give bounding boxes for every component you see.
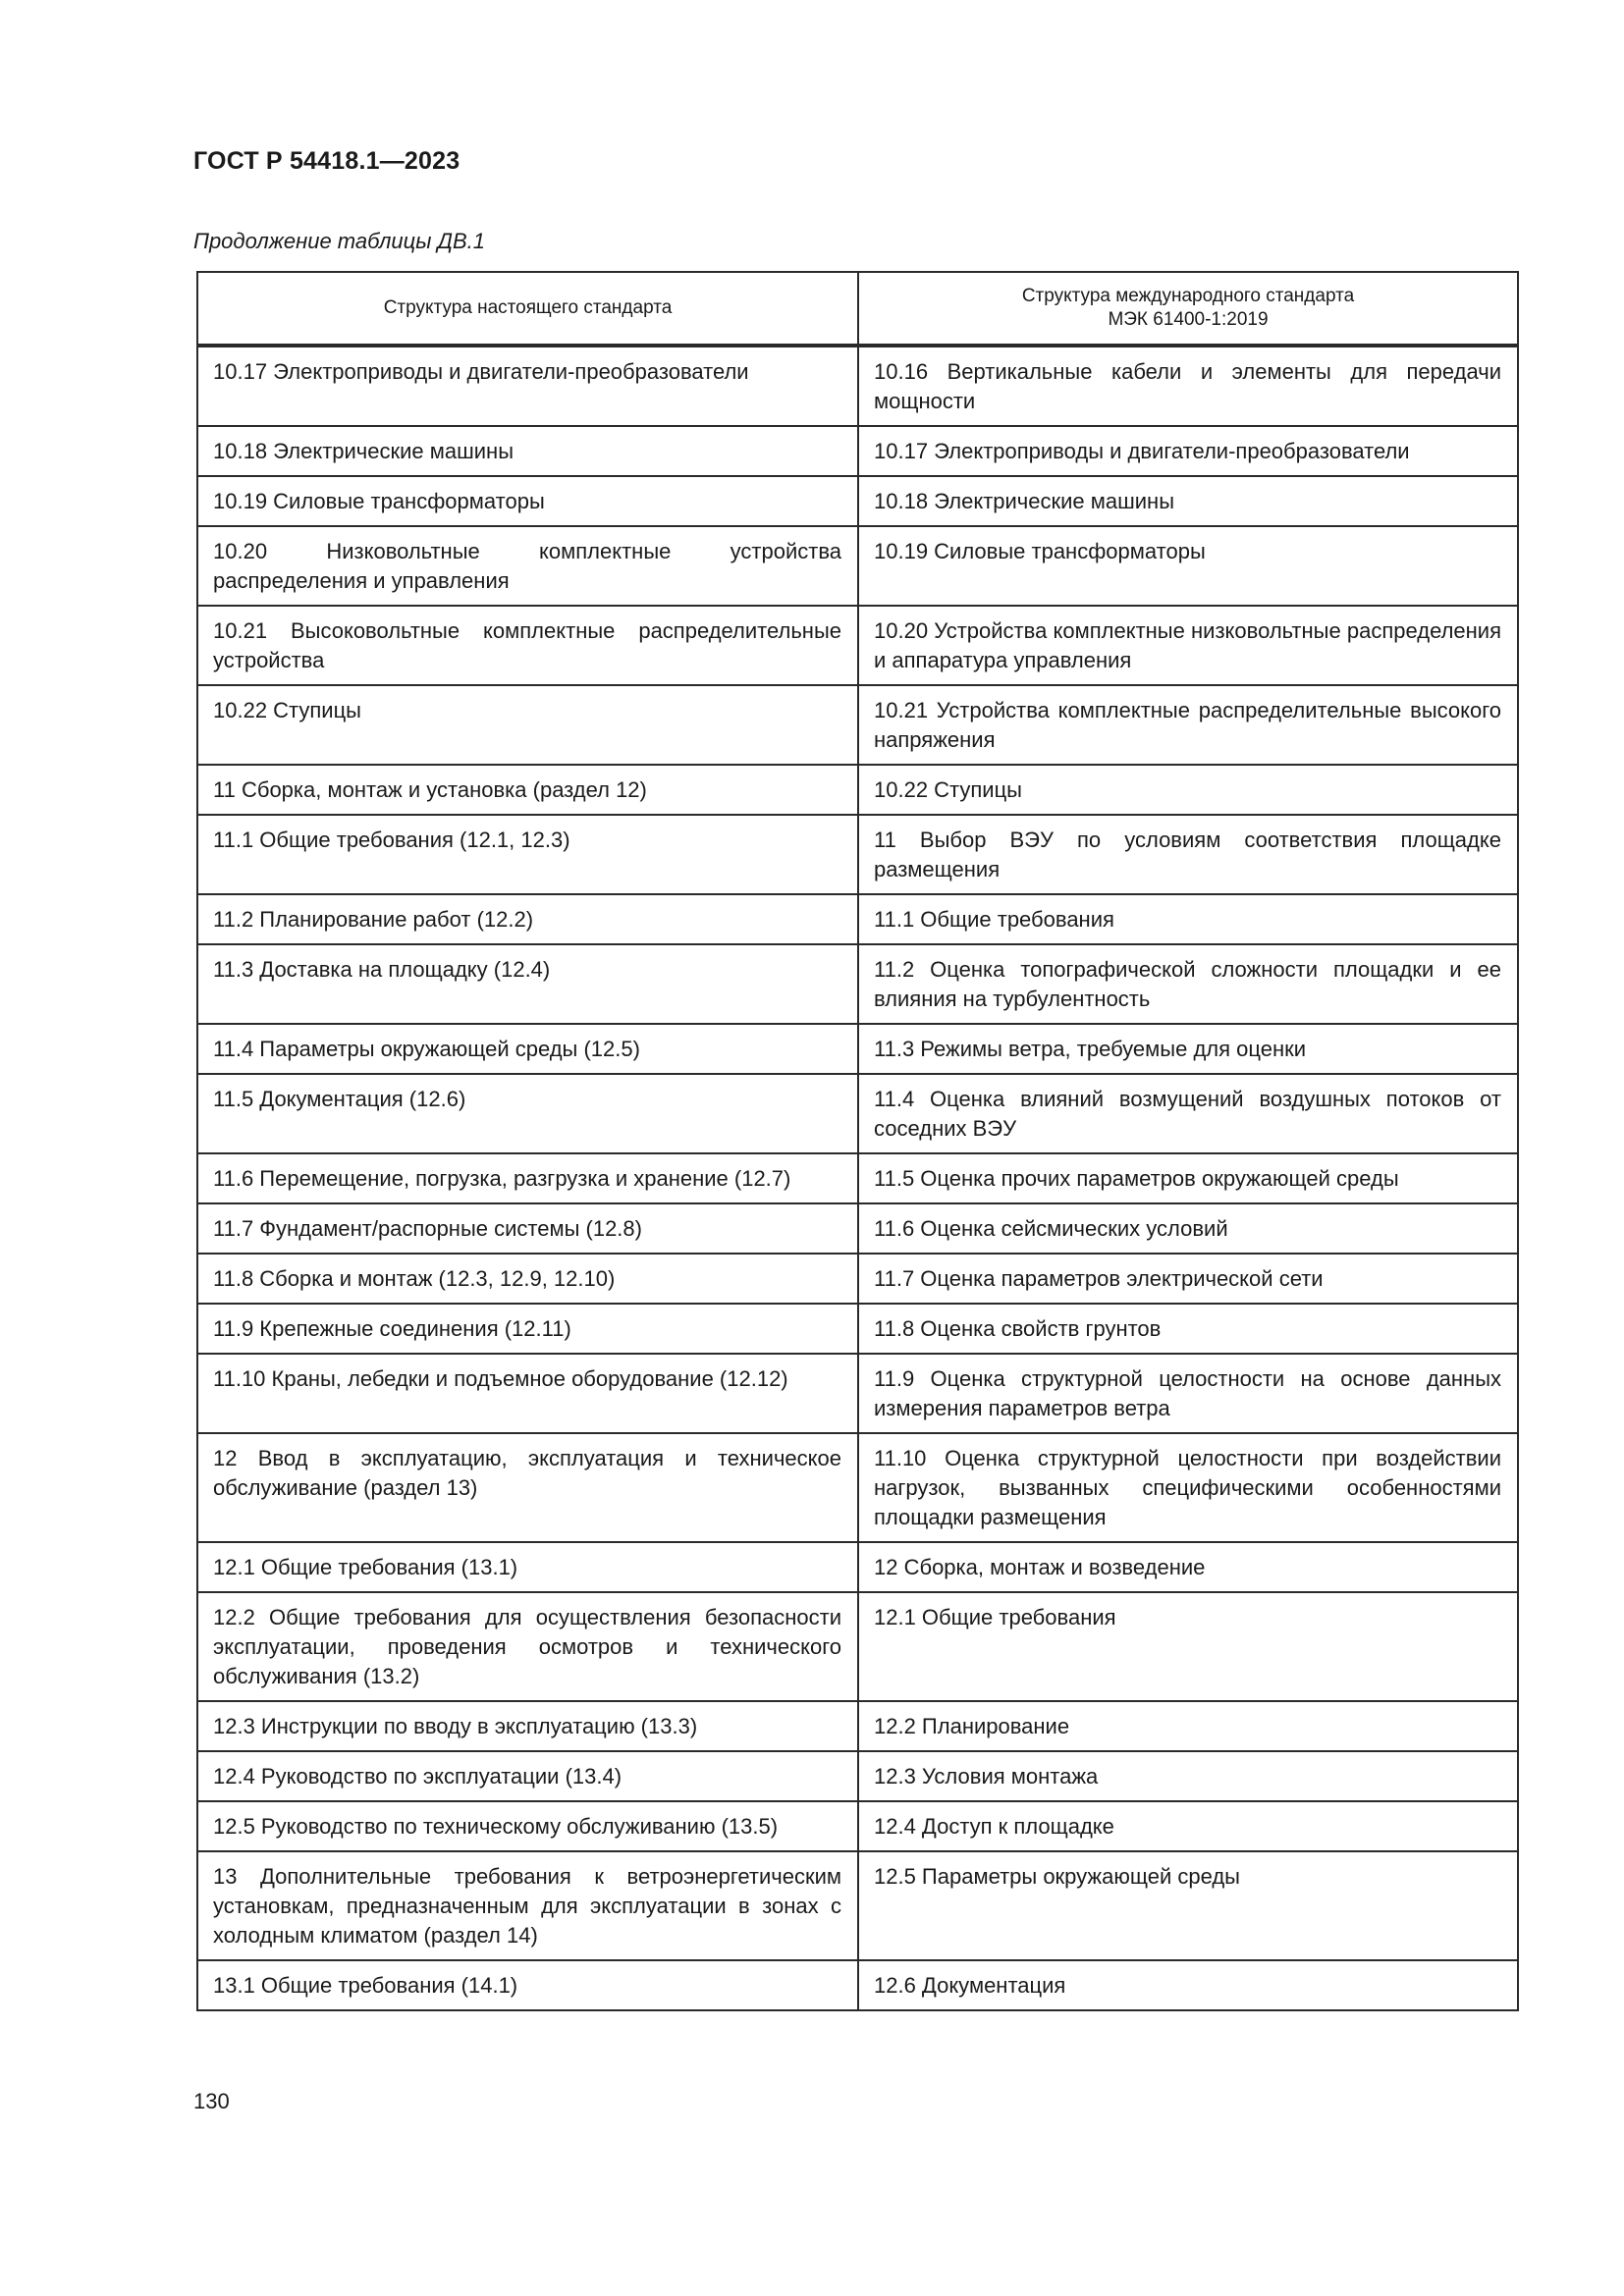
cell-international-standard: 11.5 Оценка прочих параметров окружающей среды bbox=[858, 1153, 1518, 1203]
table-row bbox=[197, 1801, 1518, 1851]
cell-international-standard: 10.21 Устройства комплектные распределительные высокого напряжения bbox=[858, 685, 1518, 765]
page-number: 130 bbox=[193, 2089, 230, 2113]
table-row bbox=[197, 1851, 1518, 1960]
cell-international-standard: 10.18 Электрические машины bbox=[858, 476, 1518, 526]
table-row bbox=[197, 944, 1518, 1024]
cell-international-standard: 11.7 Оценка параметров электрической сети bbox=[858, 1254, 1518, 1304]
table-header bbox=[197, 272, 1518, 346]
cell-international-standard: 12.1 Общие требования bbox=[858, 1592, 1518, 1701]
table-row bbox=[197, 346, 1518, 426]
cell-international-standard: 12.3 Условия монтажа bbox=[858, 1751, 1518, 1801]
table-row bbox=[197, 1354, 1518, 1433]
cell-this-standard: 11.9 Крепежные соединения (12.11) bbox=[197, 1304, 858, 1354]
cell-this-standard: 12.4 Руководство по эксплуатации (13.4) bbox=[197, 1751, 858, 1801]
table-row bbox=[197, 606, 1518, 685]
table-row bbox=[197, 1074, 1518, 1153]
cell-this-standard: 12.2 Общие требования для осуществления безопасности эксплуатации, проведения осмотров и технического обслуживания (13.2) bbox=[197, 1592, 858, 1701]
table-row bbox=[197, 1024, 1518, 1074]
table-row bbox=[197, 815, 1518, 894]
cell-international-standard: 11.2 Оценка топографической сложности площадки и ее влияния на турбулентность bbox=[858, 944, 1518, 1024]
cell-this-standard: 10.17 Электроприводы и двигатели-преобразователи bbox=[197, 346, 858, 426]
cell-international-standard: 12.6 Документация bbox=[858, 1960, 1518, 2010]
table-caption: Продолжение таблицы ДВ.1 bbox=[193, 229, 486, 253]
column-header-international-line2: МЭК 61400-1:2019 bbox=[1108, 309, 1269, 330]
cell-international-standard: 12.2 Планирование bbox=[858, 1701, 1518, 1751]
cell-international-standard: 11.9 Оценка структурной целостности на основе данных измерения параметров ветра bbox=[858, 1354, 1518, 1433]
cell-this-standard: 12.5 Руководство по техническому обслуживанию (13.5) bbox=[197, 1801, 858, 1851]
cell-this-standard: 10.20 Низковольтные комплектные устройства распределения и управления bbox=[197, 526, 858, 606]
cell-international-standard: 12.4 Доступ к площадке bbox=[858, 1801, 1518, 1851]
table-row bbox=[197, 894, 1518, 944]
table-row bbox=[197, 1433, 1518, 1542]
cell-this-standard: 12 Ввод в эксплуатацию, эксплуатация и техническое обслуживание (раздел 13) bbox=[197, 1433, 858, 1542]
table-row bbox=[197, 765, 1518, 815]
table-row bbox=[197, 476, 1518, 526]
cell-this-standard: 10.18 Электрические машины bbox=[197, 426, 858, 476]
table-row bbox=[197, 526, 1518, 606]
cell-this-standard: 13 Дополнительные требования к ветроэнергетическим установкам, предназначенным для эксплуатации в зонах с холодным климатом (раздел 14) bbox=[197, 1851, 858, 1960]
cell-international-standard: 12.5 Параметры окружающей среды bbox=[858, 1851, 1518, 1960]
cell-international-standard: 11.1 Общие требования bbox=[858, 894, 1518, 944]
table-body bbox=[197, 346, 1518, 2010]
cell-international-standard: 10.17 Электроприводы и двигатели-преобразователи bbox=[858, 426, 1518, 476]
table-row bbox=[197, 1701, 1518, 1751]
column-header-international-standard bbox=[858, 272, 1518, 346]
cell-international-standard: 11.6 Оценка сейсмических условий bbox=[858, 1203, 1518, 1254]
table-header-row bbox=[197, 272, 1518, 346]
cell-this-standard: 11.8 Сборка и монтаж (12.3, 12.9, 12.10) bbox=[197, 1254, 858, 1304]
cell-this-standard: 11.4 Параметры окружающей среды (12.5) bbox=[197, 1024, 858, 1074]
cell-this-standard: 11.10 Краны, лебедки и подъемное оборудование (12.12) bbox=[197, 1354, 858, 1433]
cell-this-standard: 11.2 Планирование работ (12.2) bbox=[197, 894, 858, 944]
cell-international-standard: 12 Сборка, монтаж и возведение bbox=[858, 1542, 1518, 1592]
document-code: ГОСТ Р 54418.1—2023 bbox=[193, 147, 460, 175]
table-row bbox=[197, 1960, 1518, 2010]
cell-international-standard: 11.3 Режимы ветра, требуемые для оценки bbox=[858, 1024, 1518, 1074]
cell-this-standard: 12.1 Общие требования (13.1) bbox=[197, 1542, 858, 1592]
cell-international-standard: 10.19 Силовые трансформаторы bbox=[858, 526, 1518, 606]
cell-this-standard: 11.6 Перемещение, погрузка, разгрузка и хранение (12.7) bbox=[197, 1153, 858, 1203]
cell-this-standard: 12.3 Инструкции по вводу в эксплуатацию (13.3) bbox=[197, 1701, 858, 1751]
cell-international-standard: 10.16 Вертикальные кабели и элементы для передачи мощности bbox=[858, 346, 1518, 426]
table-row bbox=[197, 426, 1518, 476]
cell-this-standard: 10.22 Ступицы bbox=[197, 685, 858, 765]
cell-this-standard: 11.7 Фундамент/распорные системы (12.8) bbox=[197, 1203, 858, 1254]
structure-comparison-table bbox=[196, 271, 1519, 2011]
cell-international-standard: 11.8 Оценка свойств грунтов bbox=[858, 1304, 1518, 1354]
table-row bbox=[197, 685, 1518, 765]
cell-this-standard: 13.1 Общие требования (14.1) bbox=[197, 1960, 858, 2010]
cell-international-standard: 10.22 Ступицы bbox=[858, 765, 1518, 815]
cell-this-standard: 11.5 Документация (12.6) bbox=[197, 1074, 858, 1153]
table-row bbox=[197, 1304, 1518, 1354]
column-header-this-standard: Структура настоящего стандарта bbox=[197, 272, 858, 346]
cell-this-standard: 11 Сборка, монтаж и установка (раздел 12) bbox=[197, 765, 858, 815]
cell-international-standard: 11 Выбор ВЭУ по условиям соответствия площадке размещения bbox=[858, 815, 1518, 894]
table-row bbox=[197, 1542, 1518, 1592]
cell-international-standard: 11.10 Оценка структурной целостности при воздействии нагрузок, вызванных специфическими особенностями площадки размещения bbox=[858, 1433, 1518, 1542]
cell-this-standard: 11.3 Доставка на площадку (12.4) bbox=[197, 944, 858, 1024]
column-header-international-line1: Структура международного стандарта bbox=[1021, 286, 1355, 306]
cell-this-standard: 10.19 Силовые трансформаторы bbox=[197, 476, 858, 526]
table-row bbox=[197, 1751, 1518, 1801]
table-row bbox=[197, 1203, 1518, 1254]
cell-this-standard: 11.1 Общие требования (12.1, 12.3) bbox=[197, 815, 858, 894]
table-row bbox=[197, 1153, 1518, 1203]
cell-international-standard: 11.4 Оценка влияний возмущений воздушных потоков от соседних ВЭУ bbox=[858, 1074, 1518, 1153]
cell-international-standard: 10.20 Устройства комплектные низковольтные распределения и аппаратура управления bbox=[858, 606, 1518, 685]
table-row bbox=[197, 1592, 1518, 1701]
table-row bbox=[197, 1254, 1518, 1304]
cell-this-standard: 10.21 Высоковольтные комплектные распределительные устройства bbox=[197, 606, 858, 685]
